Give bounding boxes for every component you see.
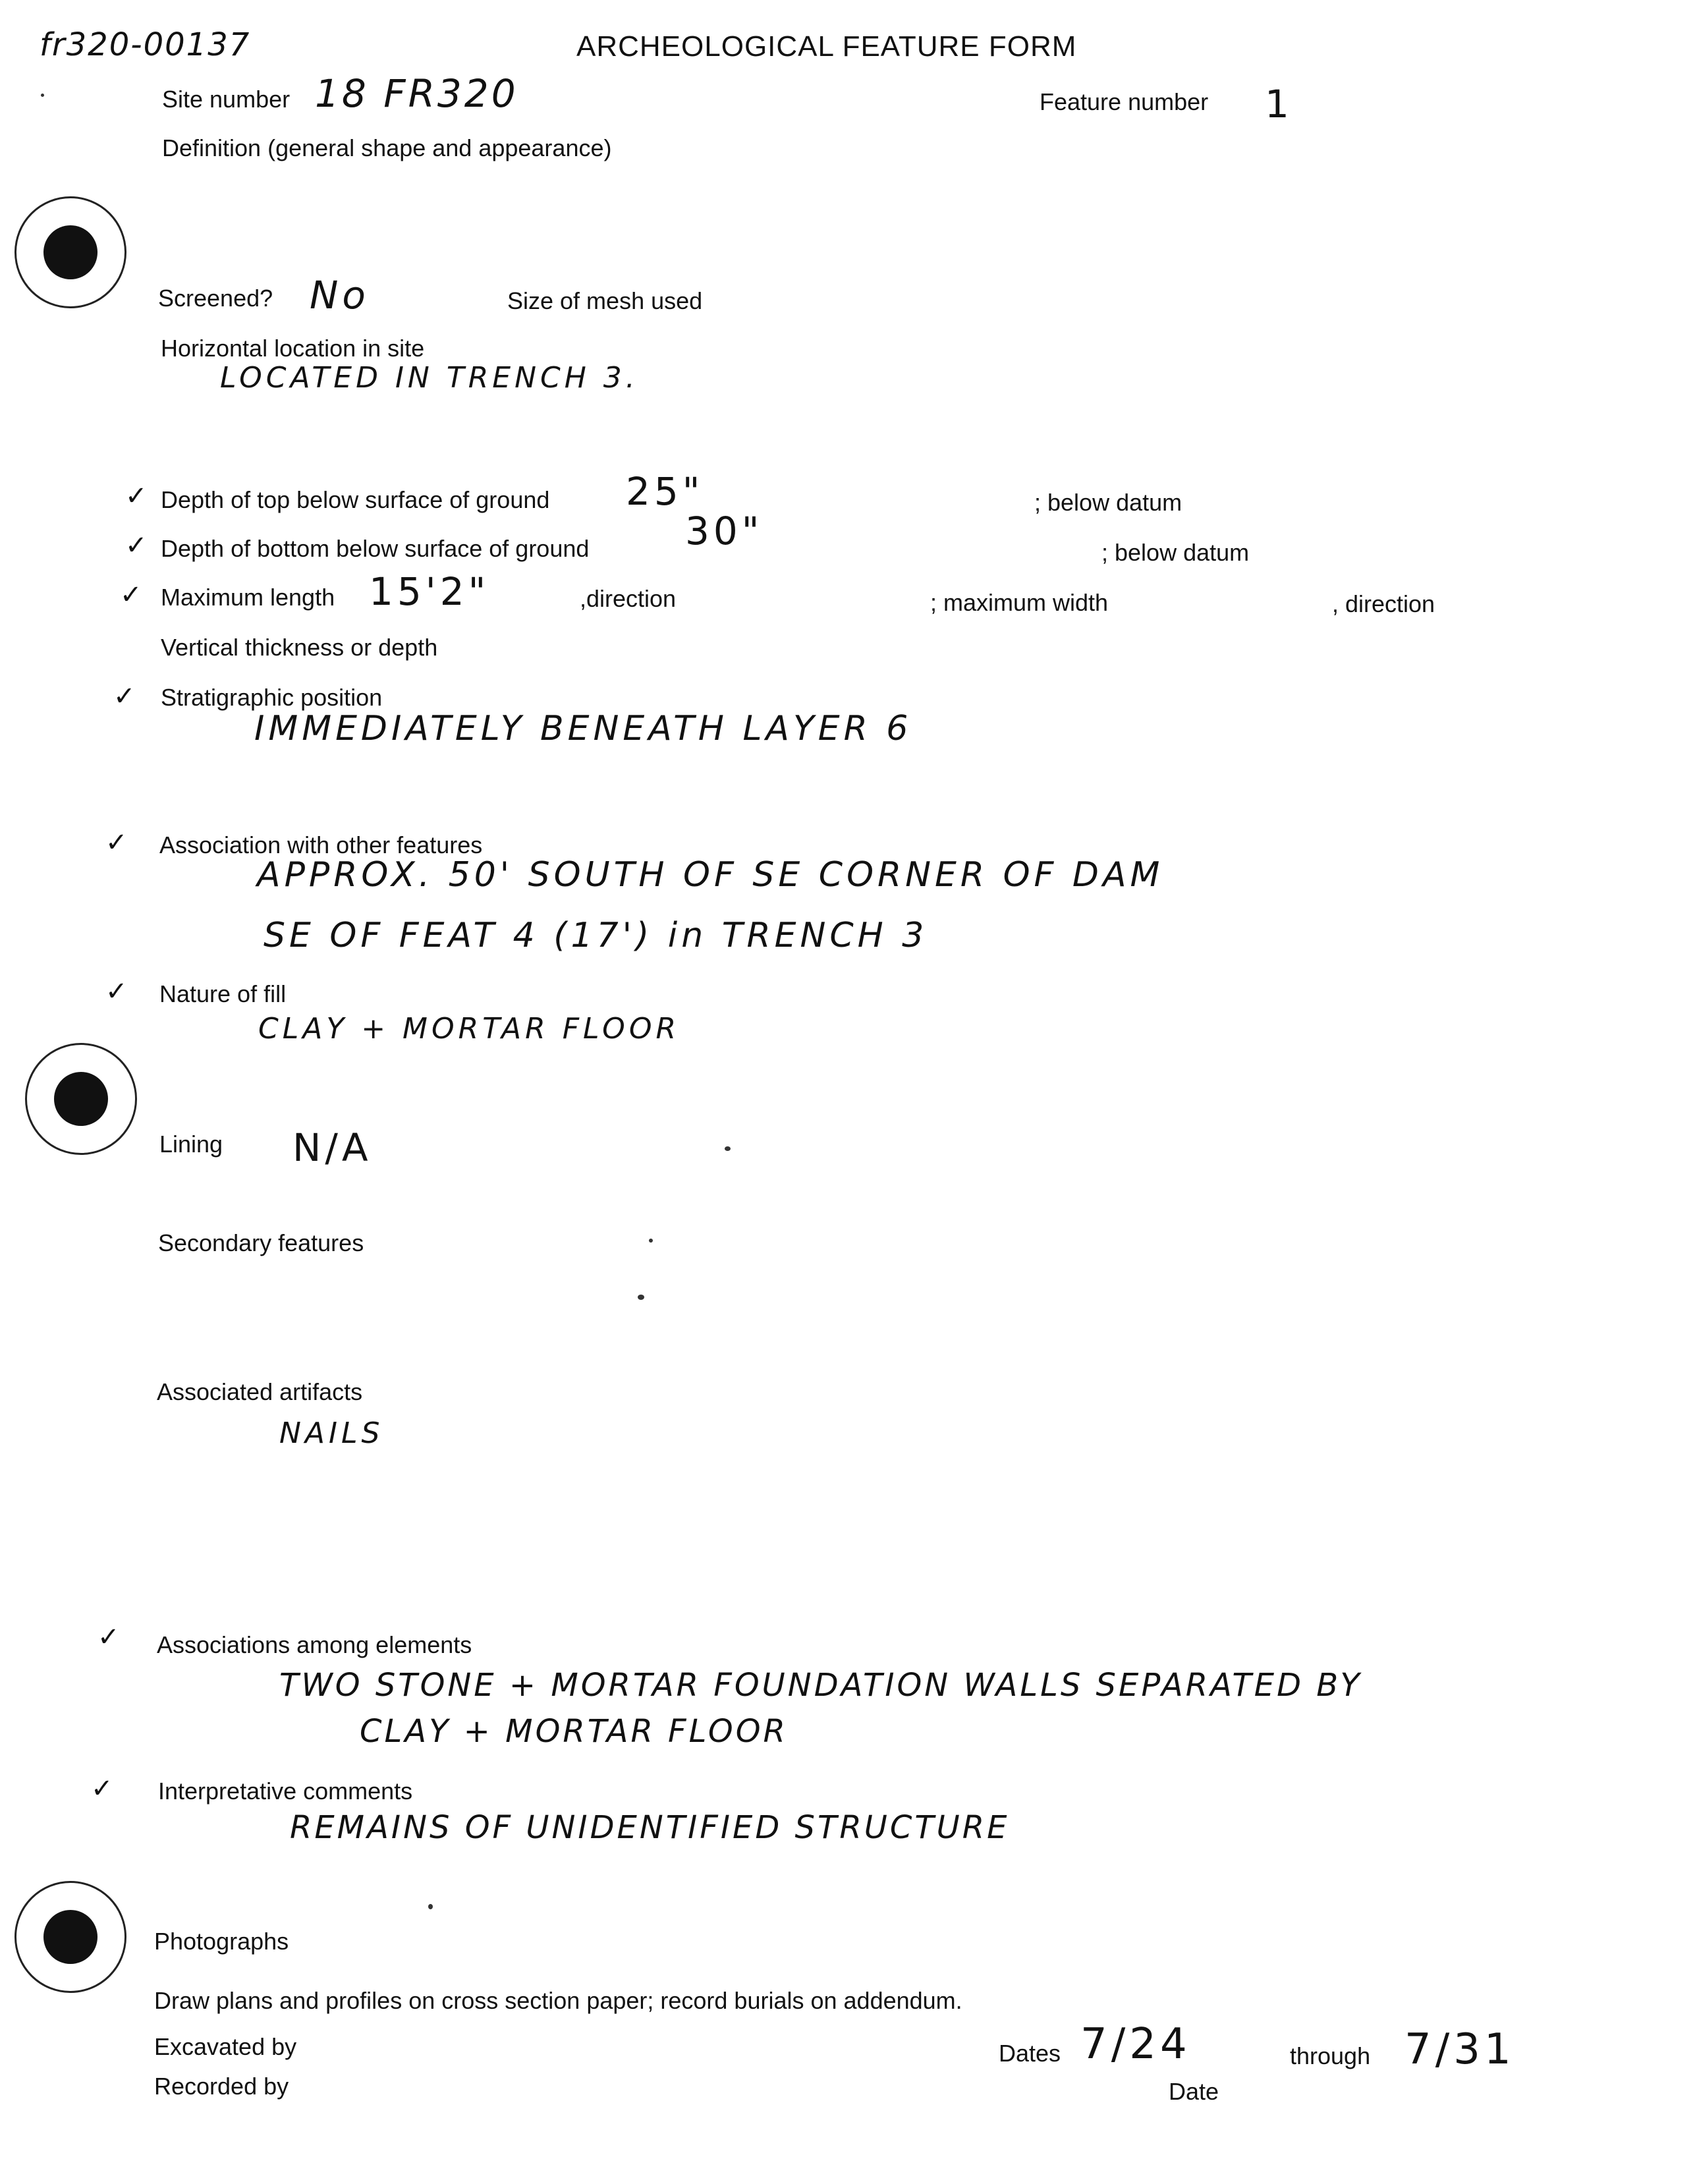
mesh-label: Size of mesh used bbox=[507, 287, 703, 314]
speck bbox=[649, 1239, 653, 1243]
association-line-1: APPROX. 50' SOUTH OF SE CORNER OF DAM bbox=[257, 855, 1164, 895]
max-width-label: ; maximum width bbox=[930, 589, 1109, 616]
punch-hole-top bbox=[14, 196, 126, 308]
association-label: Association with other features bbox=[159, 831, 483, 858]
max-width-direction-label: , direction bbox=[1332, 590, 1435, 617]
fill-value: CLAY + MORTAR FLOOR bbox=[258, 1012, 681, 1046]
horizontal-location-value: LOCATED IN TRENCH 3. bbox=[220, 361, 639, 395]
screened-value: No bbox=[310, 273, 370, 318]
depth-bottom-value: 30" bbox=[685, 509, 764, 553]
depth-top-datum-label: ; below datum bbox=[1034, 489, 1182, 516]
stratigraphic-value: IMMEDIATELY BENEATH LAYER 6 bbox=[254, 709, 912, 748]
check-mark-icon: ✓ bbox=[105, 827, 128, 858]
punch-hole-middle bbox=[25, 1043, 137, 1155]
dates-to-value: 7/31 bbox=[1404, 2025, 1515, 2074]
max-length-direction-label: ,direction bbox=[580, 585, 677, 612]
association-line-2: SE OF FEAT 4 (17') in TRENCH 3 bbox=[264, 916, 928, 955]
dates-label: Dates bbox=[999, 2040, 1061, 2067]
secondary-features-label: Secondary features bbox=[158, 1229, 364, 1256]
file-reference: fr320-00137 bbox=[40, 26, 251, 63]
elements-line-2: CLAY + MORTAR FLOOR bbox=[360, 1713, 788, 1750]
depth-bottom-label: Depth of bottom below surface of ground bbox=[161, 535, 590, 562]
site-number-label: Site number bbox=[162, 86, 291, 113]
definition-label: Definition (general shape and appearance) bbox=[162, 134, 612, 161]
artifacts-label: Associated artifacts bbox=[157, 1378, 363, 1405]
dates-from-value: 7/24 bbox=[1080, 2020, 1191, 2069]
check-mark-icon: ✓ bbox=[97, 1622, 120, 1652]
recorded-by-label: Recorded by bbox=[154, 2073, 289, 2100]
vertical-thickness-label: Vertical thickness or depth bbox=[161, 634, 438, 661]
depth-bottom-datum-label: ; below datum bbox=[1101, 539, 1250, 566]
interpretive-value: REMAINS OF UNIDENTIFIED STRUCTURE bbox=[290, 1809, 1010, 1846]
photographs-label: Photographs bbox=[154, 1928, 289, 1955]
speck bbox=[725, 1146, 731, 1151]
horizontal-location-label: Horizontal location in site bbox=[161, 335, 425, 362]
form-title: ARCHEOLOGICAL FEATURE FORM bbox=[576, 30, 1077, 63]
through-label: through bbox=[1290, 2042, 1371, 2069]
stratigraphic-label: Stratigraphic position bbox=[161, 684, 383, 711]
punch-hole-bottom bbox=[14, 1881, 126, 1993]
check-mark-icon: ✓ bbox=[125, 481, 148, 511]
check-mark-icon: ✓ bbox=[105, 976, 128, 1007]
fill-label: Nature of fill bbox=[159, 980, 287, 1007]
screened-label: Screened? bbox=[158, 285, 273, 312]
lining-value: N/A bbox=[292, 1125, 372, 1170]
check-mark-icon: ✓ bbox=[91, 1774, 113, 1804]
speck bbox=[41, 94, 44, 97]
depth-top-value: 25" bbox=[626, 469, 704, 514]
feature-number-label: Feature number bbox=[1040, 88, 1209, 115]
excavated-by-label: Excavated by bbox=[154, 2033, 297, 2060]
check-mark-icon: ✓ bbox=[113, 681, 136, 712]
check-mark-icon: ✓ bbox=[120, 580, 142, 610]
feature-number-value: 1 bbox=[1265, 82, 1293, 126]
elements-line-1: TWO STONE + MORTAR FOUNDATION WALLS SEPARATED BY bbox=[279, 1667, 1362, 1704]
check-mark-icon: ✓ bbox=[125, 530, 148, 561]
instructions-text: Draw plans and profiles on cross section paper; record burials on addendum. bbox=[154, 1987, 962, 2014]
site-number-value: 18 FR320 bbox=[315, 71, 518, 116]
lining-label: Lining bbox=[159, 1131, 223, 1158]
date-label: Date bbox=[1169, 2078, 1219, 2105]
depth-top-label: Depth of top below surface of ground bbox=[161, 486, 550, 513]
interpretive-label: Interpretative comments bbox=[158, 1778, 413, 1805]
speck bbox=[428, 1904, 433, 1909]
elements-label: Associations among elements bbox=[157, 1631, 472, 1658]
speck bbox=[638, 1295, 644, 1300]
max-length-value: 15'2" bbox=[369, 569, 490, 614]
artifacts-value: NAILS bbox=[279, 1416, 384, 1450]
max-length-label: Maximum length bbox=[161, 584, 335, 611]
